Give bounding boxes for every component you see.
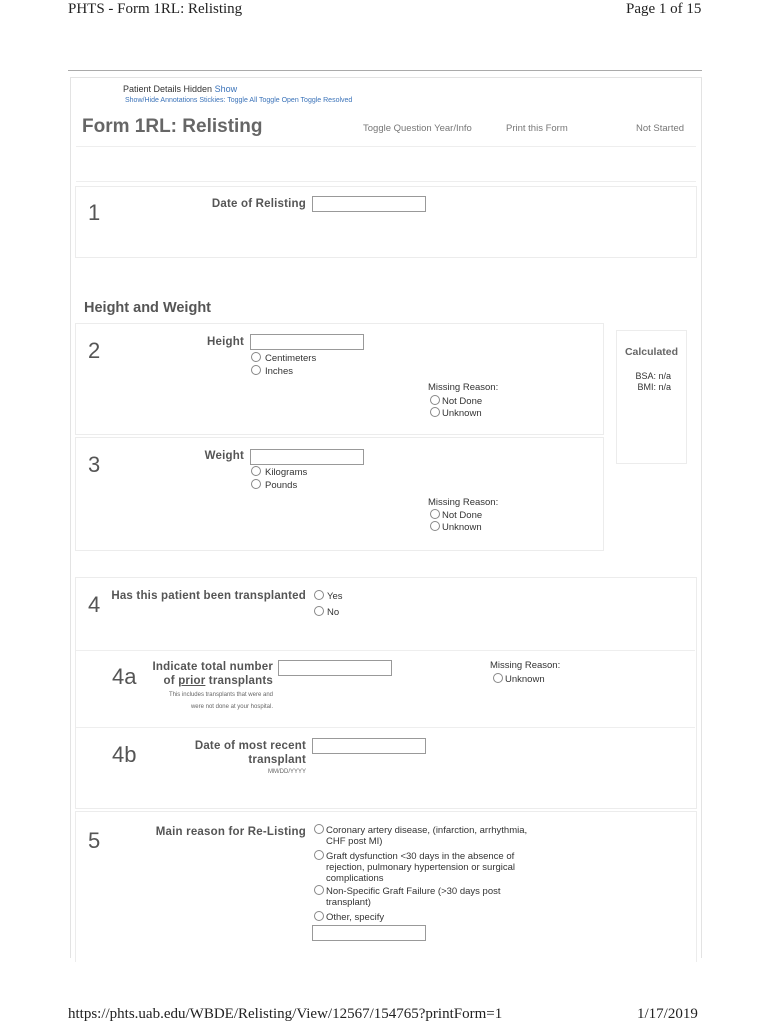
status-label: Not Started <box>636 123 685 134</box>
recent-transplant-date-input[interactable] <box>312 738 426 754</box>
question-2-number: 2 <box>88 338 101 363</box>
print-footer-date: 1/17/2019 <box>637 1006 698 1022</box>
toggle-all-link[interactable]: Toggle All <box>227 97 258 104</box>
prior-missing-label: Missing Reason: <box>490 660 561 671</box>
question-1-label: Date of Relisting <box>211 198 306 210</box>
height-missing-not-done[interactable]: Not Done <box>430 395 482 407</box>
print-header-page: Page 1 of 15 <box>626 1 702 17</box>
show-patient-link[interactable]: Show <box>214 84 238 94</box>
weight-missing-label: Missing Reason: <box>428 497 499 508</box>
radio-icon[interactable] <box>314 606 324 616</box>
weight-missing-not-done[interactable]: Not Done <box>430 509 482 521</box>
question-5-number: 5 <box>88 828 101 853</box>
radio-icon[interactable] <box>314 824 324 834</box>
toggle-resolved-link[interactable]: Toggle Resolved <box>300 97 353 104</box>
print-form-link[interactable]: Print this Form <box>506 123 568 134</box>
question-4a-divider <box>76 650 695 651</box>
transplanted-no[interactable]: No <box>314 606 339 618</box>
reason-option-graft-failure[interactable]: Non-Specific Graft Failure (>30 days post transplant) <box>314 885 501 908</box>
reason-option-other[interactable]: Other, specify <box>314 911 384 923</box>
question-1-number: 1 <box>88 200 101 225</box>
height-unit-inches[interactable]: Inches <box>251 365 293 377</box>
weight-unit-kilograms[interactable]: Kilograms <box>251 466 307 478</box>
radio-icon[interactable] <box>430 395 440 405</box>
question-4b-label-line1: Date of most recent <box>194 740 306 752</box>
title-divider-2 <box>76 181 696 182</box>
radio-icon[interactable] <box>430 509 440 519</box>
question-5-label: Main reason for Re-Listing <box>155 826 306 838</box>
height-unit-centimeters[interactable]: Centimeters <box>251 352 316 364</box>
weight-input[interactable] <box>250 449 364 465</box>
question-4a-label-line2: of prior transplants <box>163 675 273 687</box>
radio-icon[interactable] <box>493 673 503 683</box>
question-4a-label-line1: Indicate total number <box>152 661 273 673</box>
radio-icon[interactable] <box>251 466 261 476</box>
annotations-label: Show/Hide Annotations Stickies: <box>125 97 226 104</box>
form-title: Form 1RL: Relisting <box>82 116 263 137</box>
bmi-value: BMI: n/a <box>637 382 671 392</box>
weight-unit-pounds[interactable]: Pounds <box>251 479 297 491</box>
header-rule <box>68 70 702 71</box>
annotations-row <box>125 97 352 104</box>
prior-missing-unknown[interactable]: Unknown <box>493 673 545 685</box>
question-4a-hint-1: This includes transplants that were and <box>168 692 273 698</box>
question-4b-label-line2: transplant <box>248 754 306 766</box>
radio-icon[interactable] <box>430 521 440 531</box>
relisting-date-input[interactable] <box>312 196 426 212</box>
radio-icon[interactable] <box>251 352 261 362</box>
toggle-open-link[interactable]: Toggle Open <box>259 97 299 104</box>
print-footer-url: https://phts.uab.edu/WBDE/Relisting/View/12567/154765?printForm=1 <box>68 1006 503 1022</box>
question-4b-number: 4b <box>112 742 137 767</box>
radio-icon[interactable] <box>314 911 324 921</box>
toggle-question-link[interactable]: Toggle Question Year/Info <box>363 123 472 134</box>
height-input[interactable] <box>250 334 364 350</box>
transplanted-yes[interactable]: Yes <box>314 590 343 602</box>
question-4-number: 4 <box>88 592 101 617</box>
bsa-value: BSA: n/a <box>635 371 671 381</box>
title-divider <box>76 146 696 147</box>
height-missing-unknown[interactable]: Unknown <box>430 407 482 419</box>
question-4a-hint-2: were not done at your hospital. <box>190 704 273 710</box>
prior-transplants-input[interactable] <box>278 660 392 676</box>
reason-option-cad[interactable]: Coronary artery disease, (infarction, arrhythmia, CHF post MI) <box>314 824 527 847</box>
radio-icon[interactable] <box>251 365 261 375</box>
question-4b-divider <box>76 727 695 728</box>
reason-option-graft-dysfunction[interactable]: Graft dysfunction <30 days in the absence of rejection, pulmonary hypertension or surgical complications <box>314 850 515 884</box>
height-missing-label: Missing Reason: <box>428 382 499 393</box>
other-reason-input[interactable] <box>312 925 426 941</box>
question-4b-hint: MM/DD/YYYY <box>267 769 306 775</box>
radio-icon[interactable] <box>251 479 261 489</box>
weight-missing-unknown[interactable]: Unknown <box>430 521 482 533</box>
patient-details-label: Patient Details Hidden <box>123 84 213 94</box>
calculated-title: Calculated <box>624 346 679 358</box>
radio-icon[interactable] <box>314 590 324 600</box>
print-header-title: PHTS - Form 1RL: Relisting <box>68 1 243 17</box>
question-4-label: Has this patient been transplanted <box>111 590 306 602</box>
section-height-weight: Height and Weight <box>84 300 212 316</box>
radio-icon[interactable] <box>314 885 324 895</box>
radio-icon[interactable] <box>430 407 440 417</box>
question-4a-number: 4a <box>112 664 137 689</box>
question-3-number: 3 <box>88 452 101 477</box>
question-2-label: Height <box>207 336 244 348</box>
question-3-label: Weight <box>204 450 244 462</box>
radio-icon[interactable] <box>314 850 324 860</box>
patient-details-row <box>123 84 237 94</box>
